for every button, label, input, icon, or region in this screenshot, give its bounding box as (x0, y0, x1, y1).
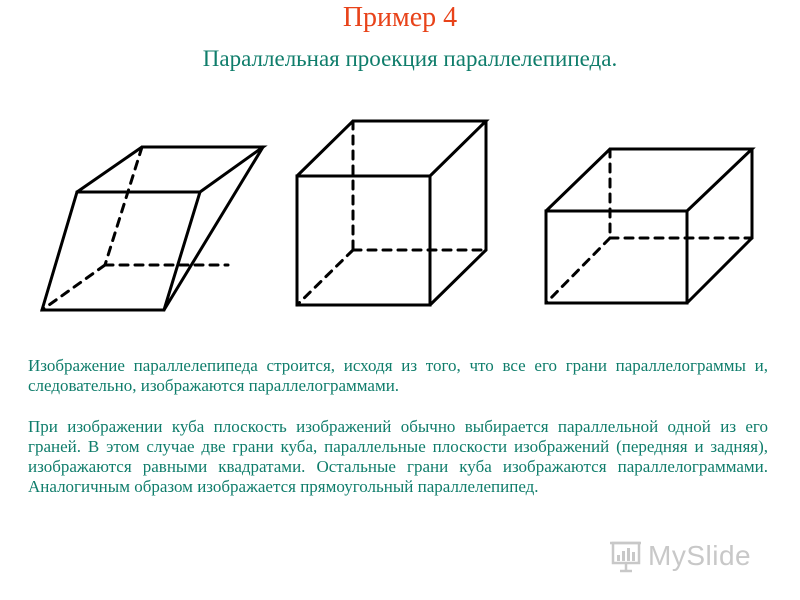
paragraph-parallelepiped: Изображение параллелепипеда строится, исходя из того, что все его грани параллелограммы и, следовательно, изображаются параллелограммами. (28, 356, 768, 395)
presentation-board-icon (608, 539, 642, 573)
slide-subtitle: Параллельная проекция параллелепипеда. (202, 46, 618, 71)
paragraph-cube: При изображении куба плоскость изображений обычно выбирается параллельной одной из его граней. В этом случае две грани куба, параллельные плоскости изображений (передняя и задняя), изображаются равными квадратами. Остальные грани куба изображаются параллелограммами. Аналогичным образом изображается прямоугольный параллелепипед. (28, 417, 768, 496)
oblique-parallelepiped-figure (42, 147, 263, 310)
slide-title: Пример 4 (342, 2, 458, 33)
myslide-logo (608, 538, 751, 574)
logo-text: MySlide (648, 540, 752, 571)
rectangular-parallelepiped-figure (546, 149, 752, 303)
cube-figure (297, 121, 486, 305)
